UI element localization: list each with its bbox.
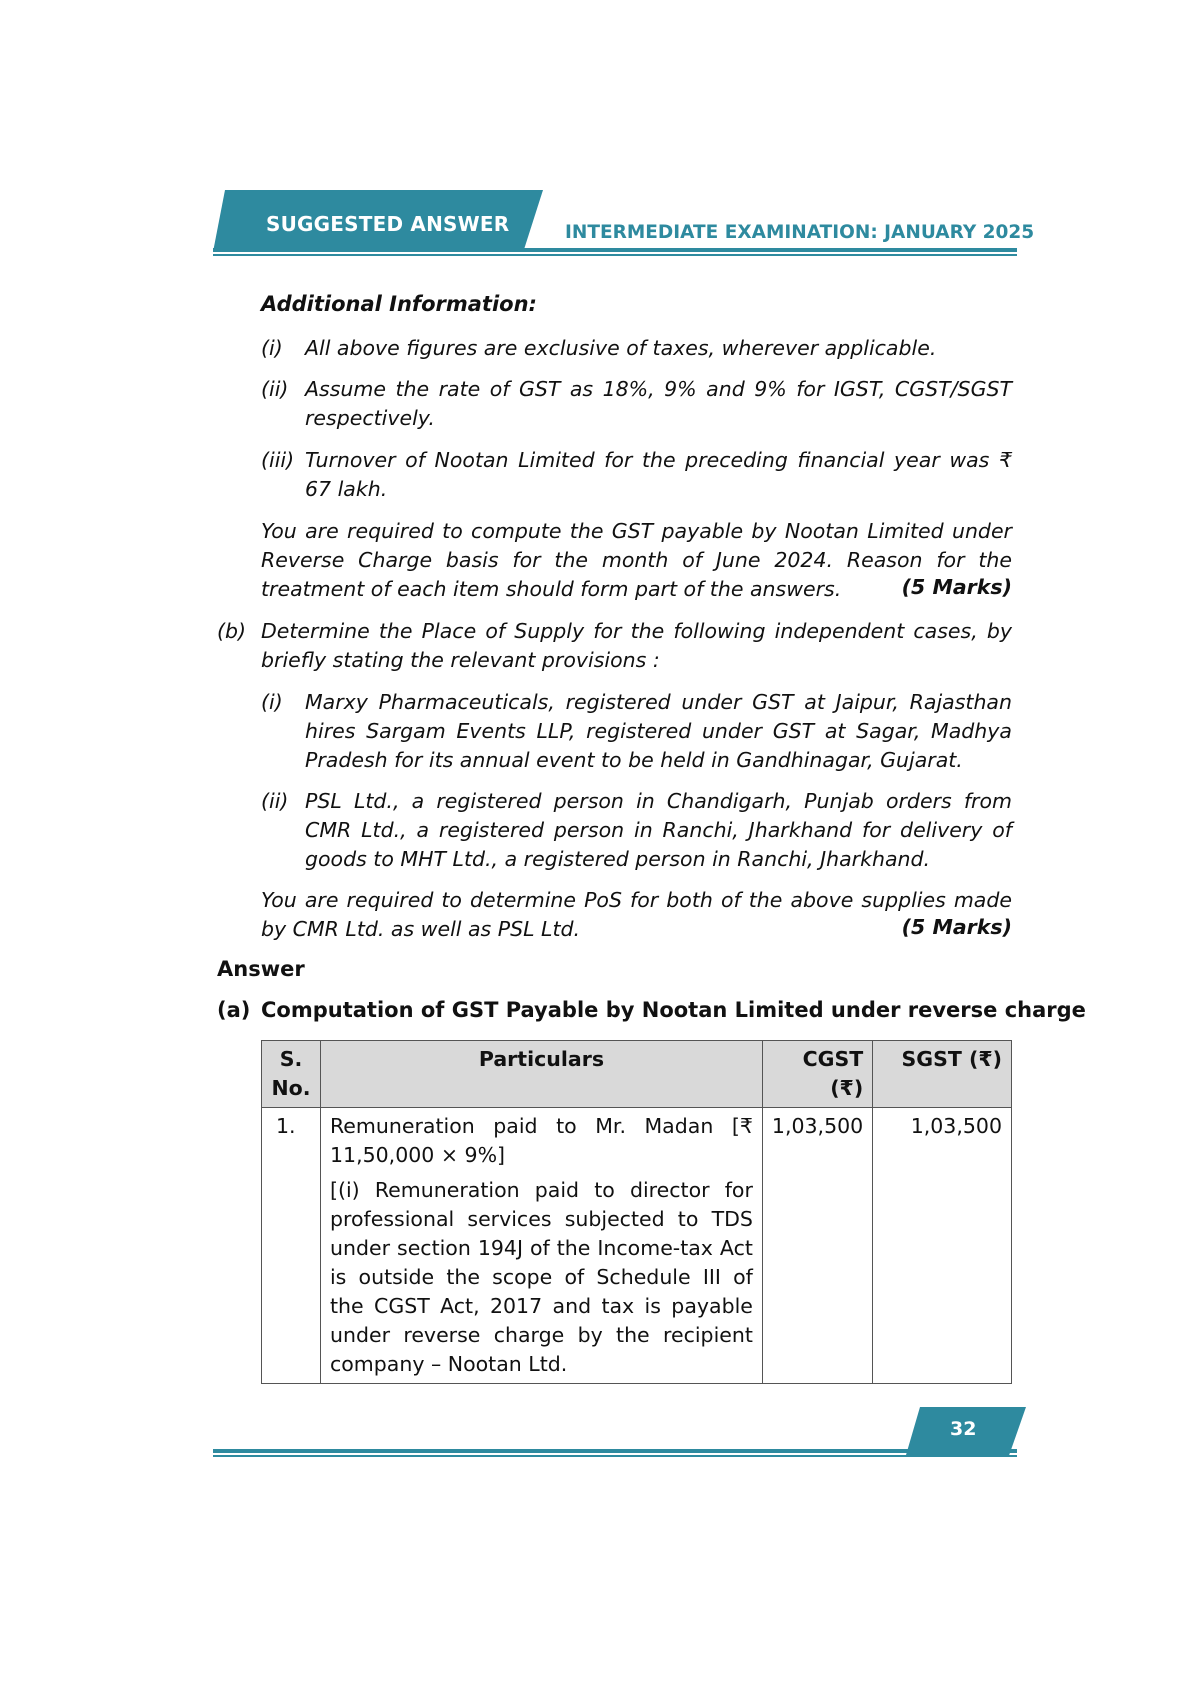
page-number: 32	[950, 1418, 977, 1440]
table-row	[262, 1108, 1012, 1384]
exam-title: INTERMEDIATE EXAMINATION: JANUARY 2025	[565, 222, 1035, 243]
header-sno: S. No.	[262, 1041, 321, 1108]
row-cgst: 1,03,500	[762, 1108, 872, 1384]
answer-heading: Answer	[217, 957, 305, 981]
gst-computation-table	[261, 1040, 1012, 1384]
header-sgst: SGST (₹)	[873, 1041, 1012, 1108]
pos-item-text: Marxy Pharmaceuticals, registered under GST at Jaipur, Rajasthan hires Sargam Events LLP, registered under GST at Sagar, Madhya Pradesh for its annual event to be held in Gandhinagar, Gujarat.	[305, 690, 1012, 772]
info-item-text: Assume the rate of GST as 18%, 9% and 9% for IGST, CGST/SGST respectively.	[305, 377, 1012, 430]
header-particulars: Particulars	[320, 1041, 762, 1108]
info-item-text: All above figures are exclusive of taxes, wherever applicable.	[305, 336, 937, 360]
question-b-text: You are required to determine PoS for both of the above supplies made by CMR Ltd. as well as PSL Ltd.	[261, 888, 1012, 941]
header-rule-thin	[213, 254, 1017, 256]
row-particulars-line2: [(i) Remuneration paid to director for professional services subjected to TDS under section 194J of the Income-tax Act is outside the scope of Schedule III of the CGST Act, 2017 and tax is payable under reverse charge by the recipient company – Nootan Ltd.	[329, 1178, 753, 1376]
pos-item-num: (ii)	[261, 789, 289, 813]
row-sgst: 1,03,500	[873, 1108, 1012, 1384]
header-tab-label: SUGGESTED ANSWER	[266, 212, 510, 236]
info-item-num: (i)	[261, 336, 283, 360]
pos-item-text: PSL Ltd., a registered person in Chandigarh, Punjab orders from CMR Ltd., a registered person in Ranchi, Jharkhand for delivery of goods to MHT Ltd., a registered person in Ranchi, Jharkhand.	[305, 789, 1012, 871]
answer-sub-heading: Computation of GST Payable by Nootan Limited under reverse charge	[261, 998, 1086, 1022]
info-item-num: (iii)	[261, 448, 295, 472]
part-b-label: (b)	[217, 619, 247, 643]
row-particulars-line1: Remuneration paid to Mr. Madan [₹ 11,50,000 × 9%]	[329, 1114, 753, 1167]
header-cgst: CGST (₹)	[762, 1041, 872, 1108]
footer-rule-thin	[213, 1455, 1017, 1457]
additional-info-heading: Additional Information:	[261, 292, 537, 316]
table-header-row	[262, 1041, 1012, 1108]
info-item-text: Turnover of Nootan Limited for the preceding financial year was ₹ 67 lakh.	[305, 448, 1012, 501]
part-b-intro: Determine the Place of Supply for the following independent cases, by briefly stating the relevant provisions :	[261, 619, 1012, 672]
marks-b: (5 Marks)	[901, 915, 1012, 939]
row-particulars	[320, 1108, 762, 1384]
question-a-text: You are required to compute the GST payable by Nootan Limited under Reverse Charge basis for the month of June 2024. Reason for the treatment of each item should form part of the answers.	[261, 519, 1012, 601]
pos-item-num: (i)	[261, 690, 283, 714]
marks-a: (5 Marks)	[901, 575, 1012, 599]
answer-sub-label: (a)	[217, 998, 251, 1022]
footer-rule	[213, 1449, 1017, 1453]
info-item-num: (ii)	[261, 377, 289, 401]
header-rule	[213, 248, 1017, 252]
row-sno: 1.	[262, 1108, 321, 1384]
